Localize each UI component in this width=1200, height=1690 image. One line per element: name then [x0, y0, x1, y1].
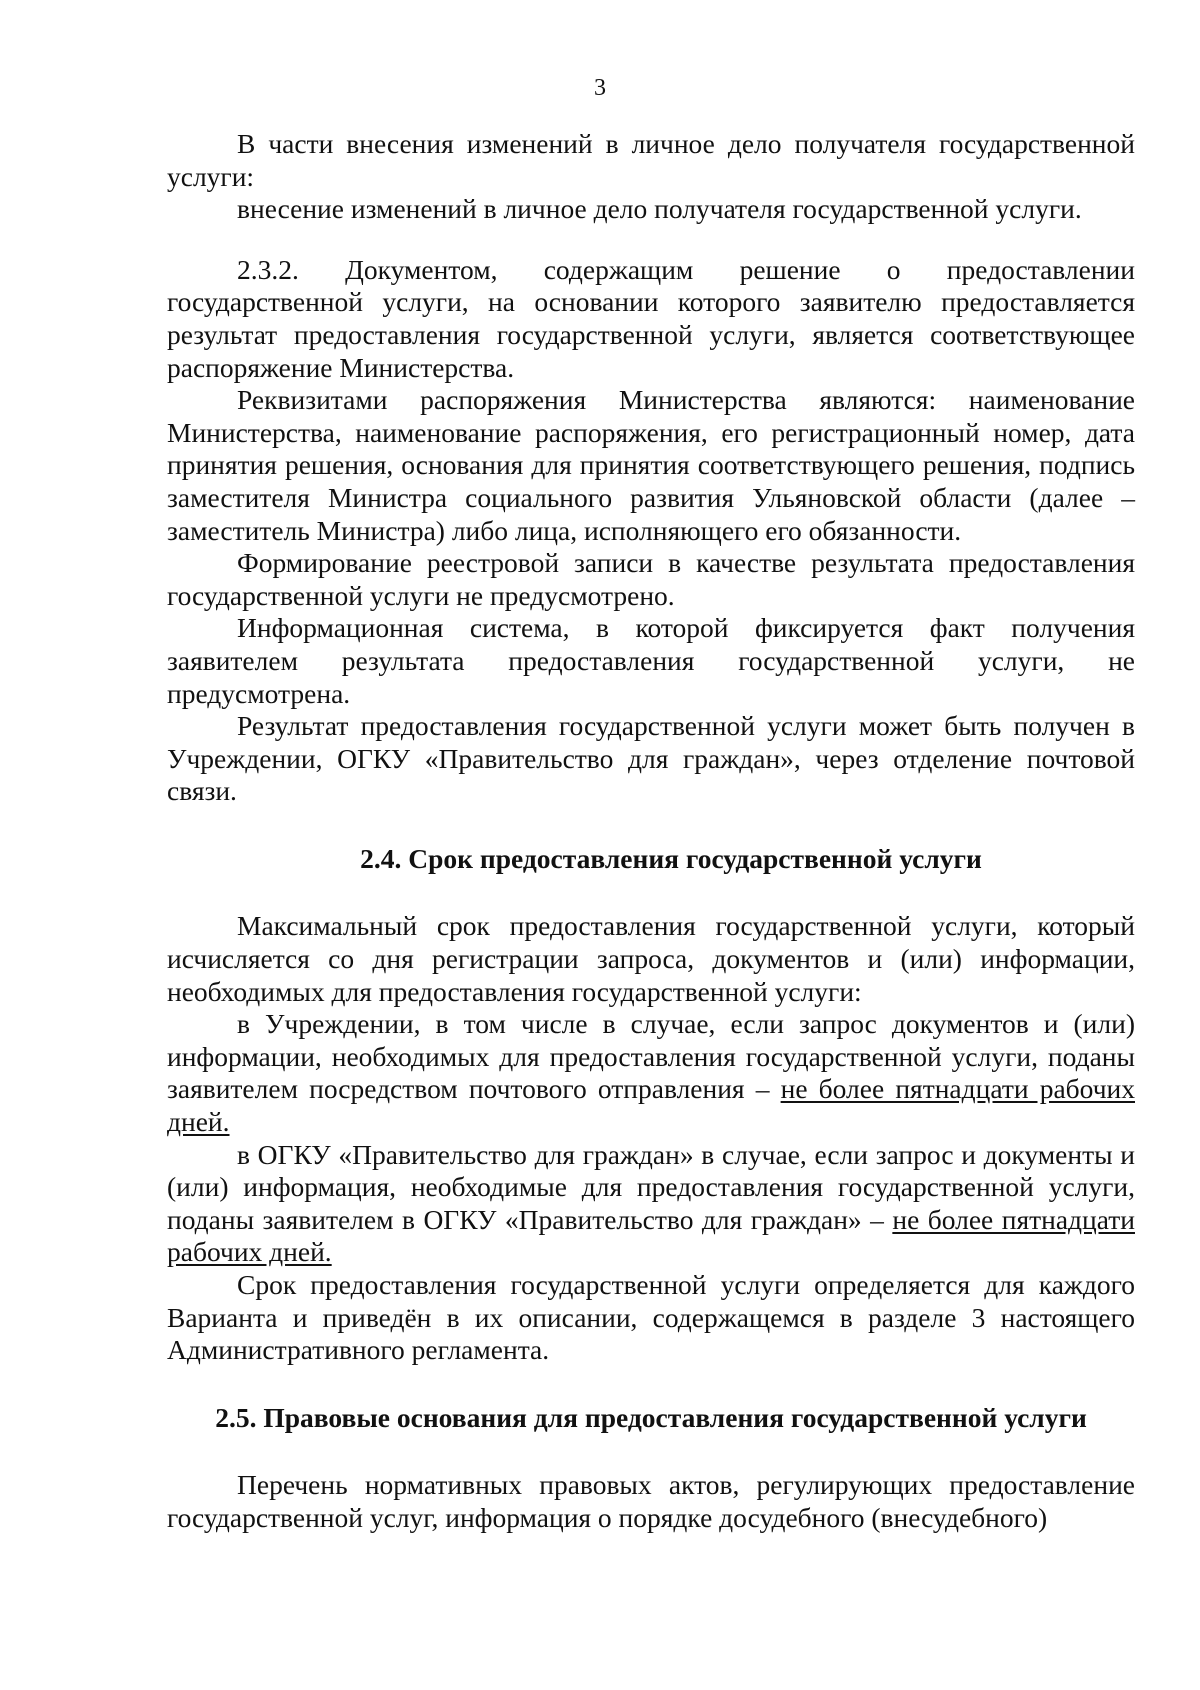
paragraph-max-term: Максимальный срок предоставления государственной услуги, который исчисляется со дня регистрации запроса, документов и (или) информации, необходимых для предоставления государственной услуги:	[167, 910, 1135, 1007]
paragraph-term-variant: Срок предоставления государственной услуги определяется для каждого Варианта и приведён в их описании, содержащемся в разделе 3 настоящего Административного регламента.	[167, 1269, 1135, 1366]
term-ogku-deadline: не более пятнадцати рабочих дней.	[167, 1203, 1135, 1268]
paragraph-registry-record: Формирование реестровой записи в качестве результата предоставления государственной услуги не предусмотрено.	[167, 547, 1135, 611]
paragraph-personal-file-changes-item: внесение изменений в личное дело получателя государственной услуги.	[237, 193, 1082, 225]
paragraph-legal-acts: Перечень нормативных правовых актов, регулирующих предоставление государственной услуг, информация о порядке досудебного (внесудебного)	[167, 1469, 1135, 1533]
paragraph-order-requisites: Реквизитами распоряжения Министерства являются: наименование Министерства, наименование распоряжения, его регистрационный номер, дата принятия решения, основания для принятия соответствующего решения, подпись заместителя Министра социального развития Ульяновской области (далее – заместитель Министра) либо лица, исполняющего его обязанности.	[167, 384, 1135, 546]
paragraph-information-system: Информационная система, в которой фиксируется факт получения заявителем результата предоставления государственной услуги, не предусмотрена.	[167, 612, 1135, 709]
term-ogku-text: в ОГКУ «Правительство для граждан» в случае, если запрос и документы и (или) информация, необходимые для предоставления государственной услуги, поданы заявителем в ОГКУ «Правительство для граждан» –	[167, 1138, 1135, 1235]
section-heading-2-4: 2.4. Срок предоставления государственной услуги	[360, 842, 982, 874]
page-number: 3	[594, 75, 606, 101]
paragraph-term-ogku	[167, 1139, 1135, 1269]
section-heading-2-5: 2.5. Правовые основания для предоставления государственной услуги	[215, 1401, 1087, 1433]
paragraph-result-receipt: Результат предоставления государственной услуги может быть получен в Учреждении, ОГКУ «Правительство для граждан», через отделение почтовой связи.	[167, 710, 1135, 807]
paragraph-term-institution	[167, 1008, 1135, 1138]
term-institution-deadline: не более пятнадцати рабочих дней.	[167, 1073, 1135, 1138]
paragraph-personal-file-changes: В части внесения изменений в личное дело получателя государственной услуги:	[167, 128, 1135, 192]
paragraph-2-3-2: 2.3.2. Документом, содержащим решение о предоставлении государственной услуги, на основании которого заявителю предоставляется результат предоставления государственной услуги, является соответствующее распоряжение Министерства.	[167, 253, 1135, 383]
document-body	[167, 128, 1135, 1535]
term-institution-text: в Учреждении, в том числе в случае, если запрос документов и (или) информации, необходимых для предоставления государственной услуги, поданы заявителем посредством почтового отправления –	[167, 1008, 1135, 1105]
